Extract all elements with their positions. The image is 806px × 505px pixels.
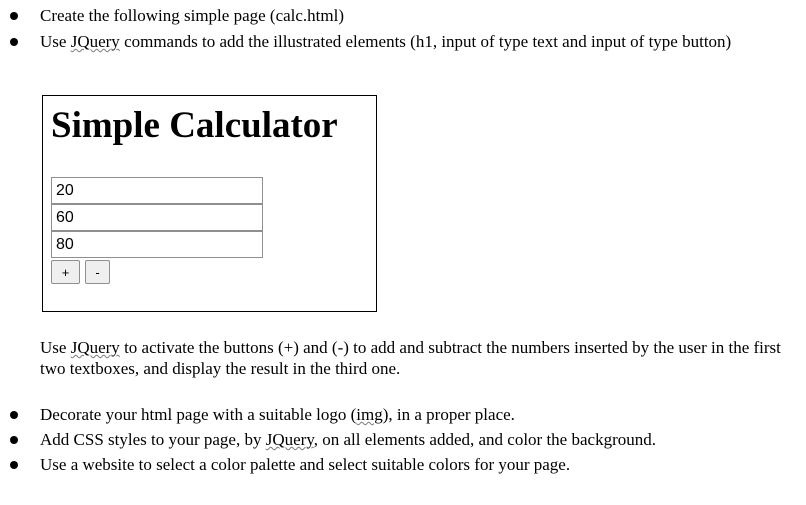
instruction-list-top <box>0 5 760 57</box>
bullet-text-pre: Add CSS styles to your page, by <box>40 430 266 449</box>
number-input-1[interactable] <box>51 177 263 204</box>
paragraph-text-pre: Use <box>40 338 71 357</box>
bullet-text-pre: Use <box>40 32 71 51</box>
spellcheck-word: JQuery <box>265 430 314 449</box>
number-input-2[interactable] <box>51 204 263 231</box>
calculator-figure <box>42 95 377 312</box>
bullet-add-css <box>0 429 760 450</box>
calculator-title: Simple Calculator <box>51 105 338 146</box>
bullet-dot-icon <box>10 461 18 469</box>
bullet-dot-icon <box>10 38 18 46</box>
bullet-dot-icon <box>10 12 18 20</box>
instruction-list-bottom <box>0 404 760 479</box>
spellcheck-word: JQuery <box>70 32 120 51</box>
instruction-paragraph <box>40 337 785 379</box>
add-button[interactable]: + <box>51 260 80 284</box>
bullet-dot-icon <box>10 436 18 444</box>
bullet-text-post: commands to add the illustrated elements (h1, input of type text and input of type button) <box>119 32 732 51</box>
bullet-color-palette <box>0 454 760 475</box>
bullet-text: Use a website to select a color palette and select suitable colors for your page. <box>40 455 571 474</box>
bullet-dot-icon <box>10 411 18 419</box>
spellcheck-word: JQuery <box>70 338 120 357</box>
paragraph-text-post: to activate the buttons (+) and (-) to add and subtract the numbers inserted by the user in the first two textboxes, and display the result in the third one. <box>40 338 781 378</box>
subtract-button[interactable]: - <box>85 260 110 284</box>
spellcheck-word: img <box>356 405 383 424</box>
bullet-use-jquery <box>0 31 760 52</box>
bullet-text: Create the following simple page (calc.html) <box>40 6 345 25</box>
result-input[interactable] <box>51 231 263 258</box>
bullet-text-post: , on all elements added, and color the background. <box>313 430 656 449</box>
bullet-create-page <box>0 5 760 26</box>
bullet-text-post: ), in a proper place. <box>382 405 515 424</box>
bullet-decorate-logo <box>0 404 760 425</box>
bullet-text-pre: Decorate your html page with a suitable logo ( <box>40 405 357 424</box>
